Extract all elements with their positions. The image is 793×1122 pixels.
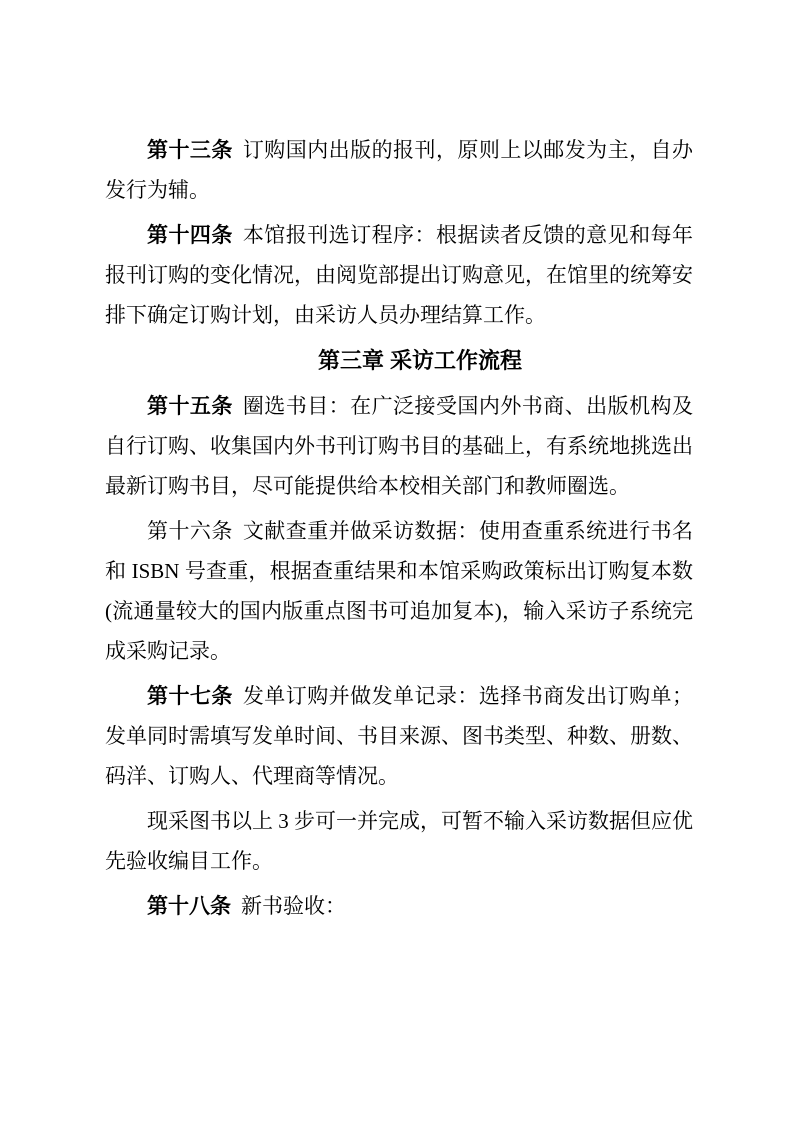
text-line: 现采图书以上 3 步可一并完成，可暂不输入采访数据但应优	[147, 809, 693, 833]
article-13-label: 第十三条	[147, 138, 233, 162]
paragraph-article-17	[105, 676, 693, 796]
text-line: 码洋、订购人、代理商等情况。	[105, 764, 399, 788]
paragraph-article-14	[105, 215, 693, 335]
text-line: 和 ISBN 号查重，根据查重结果和本馆采购政策标出订购复本数	[105, 559, 693, 583]
text-line	[105, 130, 693, 170]
text-line: (流通量较大的国内版重点图书可追加复本)，输入采访子系统完	[105, 599, 693, 623]
text-run: 订购国内出版的报刊，原则上以邮发为主，自办	[242, 138, 694, 162]
text-line: 成采购记录。	[105, 639, 231, 663]
paragraph-article-16	[105, 511, 693, 671]
text-line: 先验收编目工作。	[105, 849, 273, 873]
paragraph-note-xiancai	[105, 801, 693, 881]
article-15-label: 第十五条	[147, 394, 233, 418]
text-line: 报刊订购的变化情况，由阅览部提出订购意见，在馆里的统筹安	[105, 263, 693, 287]
text-run: 文献查重并做采访数据：使用查重系统进行书名	[242, 519, 694, 543]
text-line	[105, 511, 693, 551]
paragraph-article-18	[105, 886, 693, 926]
article-16-label: 第十六条	[147, 519, 233, 543]
article-14-label: 第十四条	[147, 223, 233, 247]
text-line: 自行订购、收集国内外书刊订购书目的基础上，有系统地挑选出	[105, 434, 693, 458]
text-run: 新书验收：	[241, 894, 346, 918]
paragraph-article-15	[105, 386, 693, 506]
article-18-label: 第十八条	[147, 894, 231, 918]
text-line: 最新订购书目，尽可能提供给本校相关部门和教师圈选。	[105, 474, 630, 498]
text-run: 圈选书目：在广泛接受国内外书商、出版机构及	[242, 394, 694, 418]
document-body	[105, 130, 693, 926]
chapter-heading: 第三章 采访工作流程	[317, 348, 523, 373]
text-line	[105, 386, 693, 426]
article-17-label: 第十七条	[147, 684, 233, 708]
text-line: 排下确定订购计划，由采访人员办理结算工作。	[105, 303, 546, 327]
text-run: 本馆报刊选订程序：根据读者反馈的意见和每年	[242, 223, 694, 247]
text-run: 发单订购并做发单记录：选择书商发出订购单；	[242, 684, 694, 708]
text-line: 发单同时需填写发单时间、书目来源、图书类型、种数、册数、	[105, 724, 693, 748]
text-line	[105, 215, 693, 255]
paragraph-article-13	[105, 130, 693, 210]
text-line: 发行为辅。	[105, 178, 210, 202]
text-line	[105, 676, 693, 716]
text-line	[105, 886, 693, 926]
